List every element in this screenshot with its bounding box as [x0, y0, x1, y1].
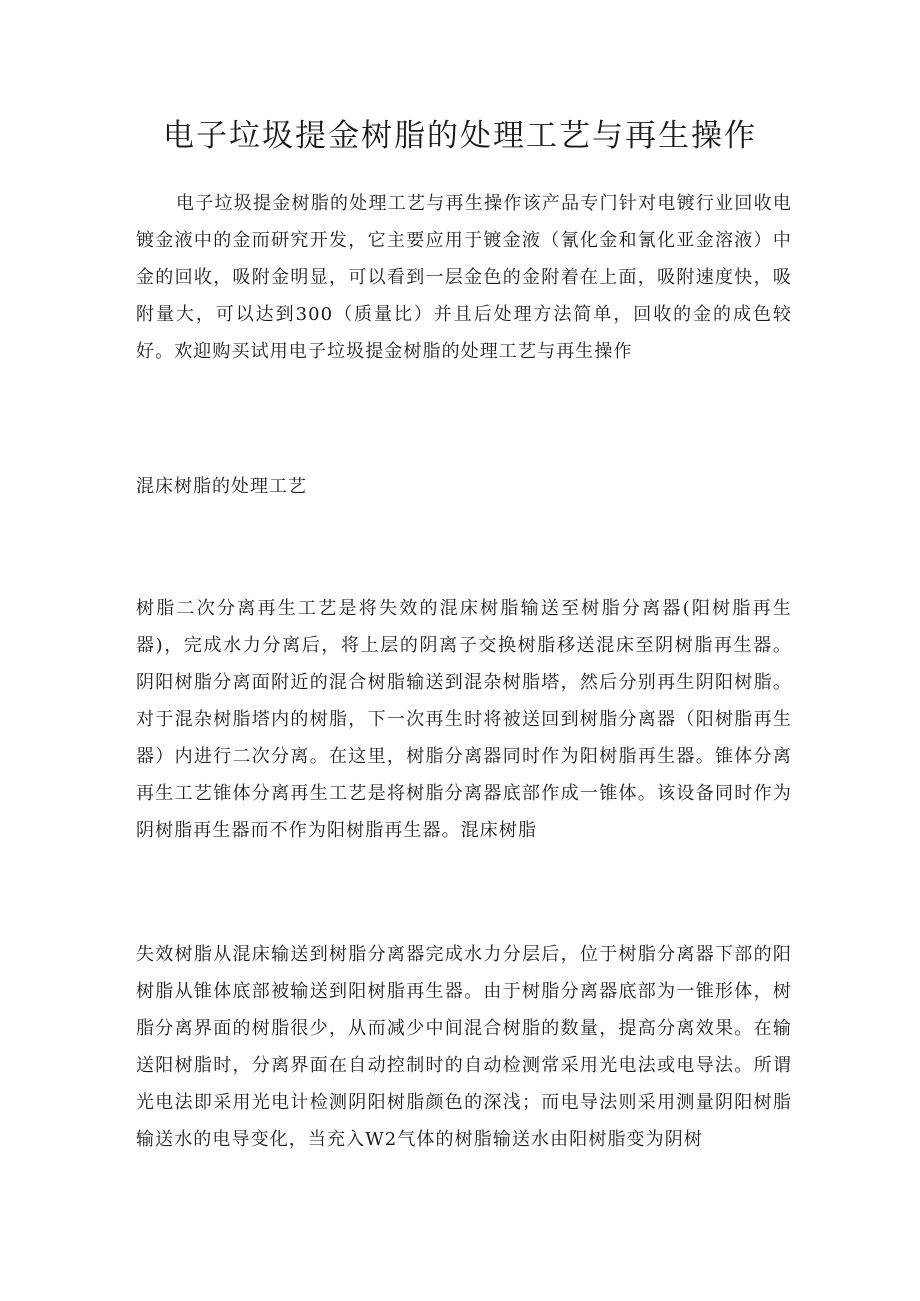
intro-paragraph: 电子垃圾提金树脂的处理工艺与再生操作该产品专门针对电镀行业回收电镀金液中的金而研究开发，它主要应用于镀金液（氰化金和氰化亚金溶液）中金的回收，吸附金明显，可以看到一层金色的金附着在上面，吸附速度快，吸附量大，可以达到300（质量比）并且后处理方法简单，回收的金的成色较好。欢迎购买试用电子垃圾提金树脂的处理工艺与再生操作	[136, 193, 792, 362]
document-title: 电子垃圾提金树脂的处理工艺与再生操作	[163, 118, 757, 154]
section-heading: 混床树脂的处理工艺	[136, 476, 307, 497]
body-paragraph-separation: 失效树脂从混床输送到树脂分离器完成水力分层后，位于树脂分离器下部的阳树脂从锥体底部被输送到阳树脂再生器。由于树脂分离器底部为一锥形体，树脂分离界面的树脂很少，从而减少中间混合树脂的数量，提高分离效果。在输送阳树脂时，分离界面在自动控制时的自动检测常采用光电法或电导法。所谓光电法即采用光电计检测阴阳树脂颜色的深浅；而电导法则采用测量阴阳树脂输送水的电导变化，当充入W2气体的树脂输送水由阳树脂变为阴树	[136, 944, 792, 1150]
body-paragraph-regeneration: 树脂二次分离再生工艺是将失效的混床树脂输送至树脂分离器(阳树脂再生器)，完成水力分离后，将上层的阴离子交换树脂移送混床至阴树脂再生器。阴阳树脂分离面附近的混合树脂输送到混杂树脂塔，然后分别再生阴阳树脂。对于混杂树脂塔内的树脂，下一次再生时将被送回到树脂分离器（阳树脂再生器）内进行二次分离。在这里，树脂分离器同时作为阳树脂再生器。锥体分离再生工艺锥体分离再生工艺是将树脂分离器底部作成一锥体。该设备同时作为阴树脂再生器而不作为阳树脂再生器。混床树脂	[136, 598, 792, 841]
